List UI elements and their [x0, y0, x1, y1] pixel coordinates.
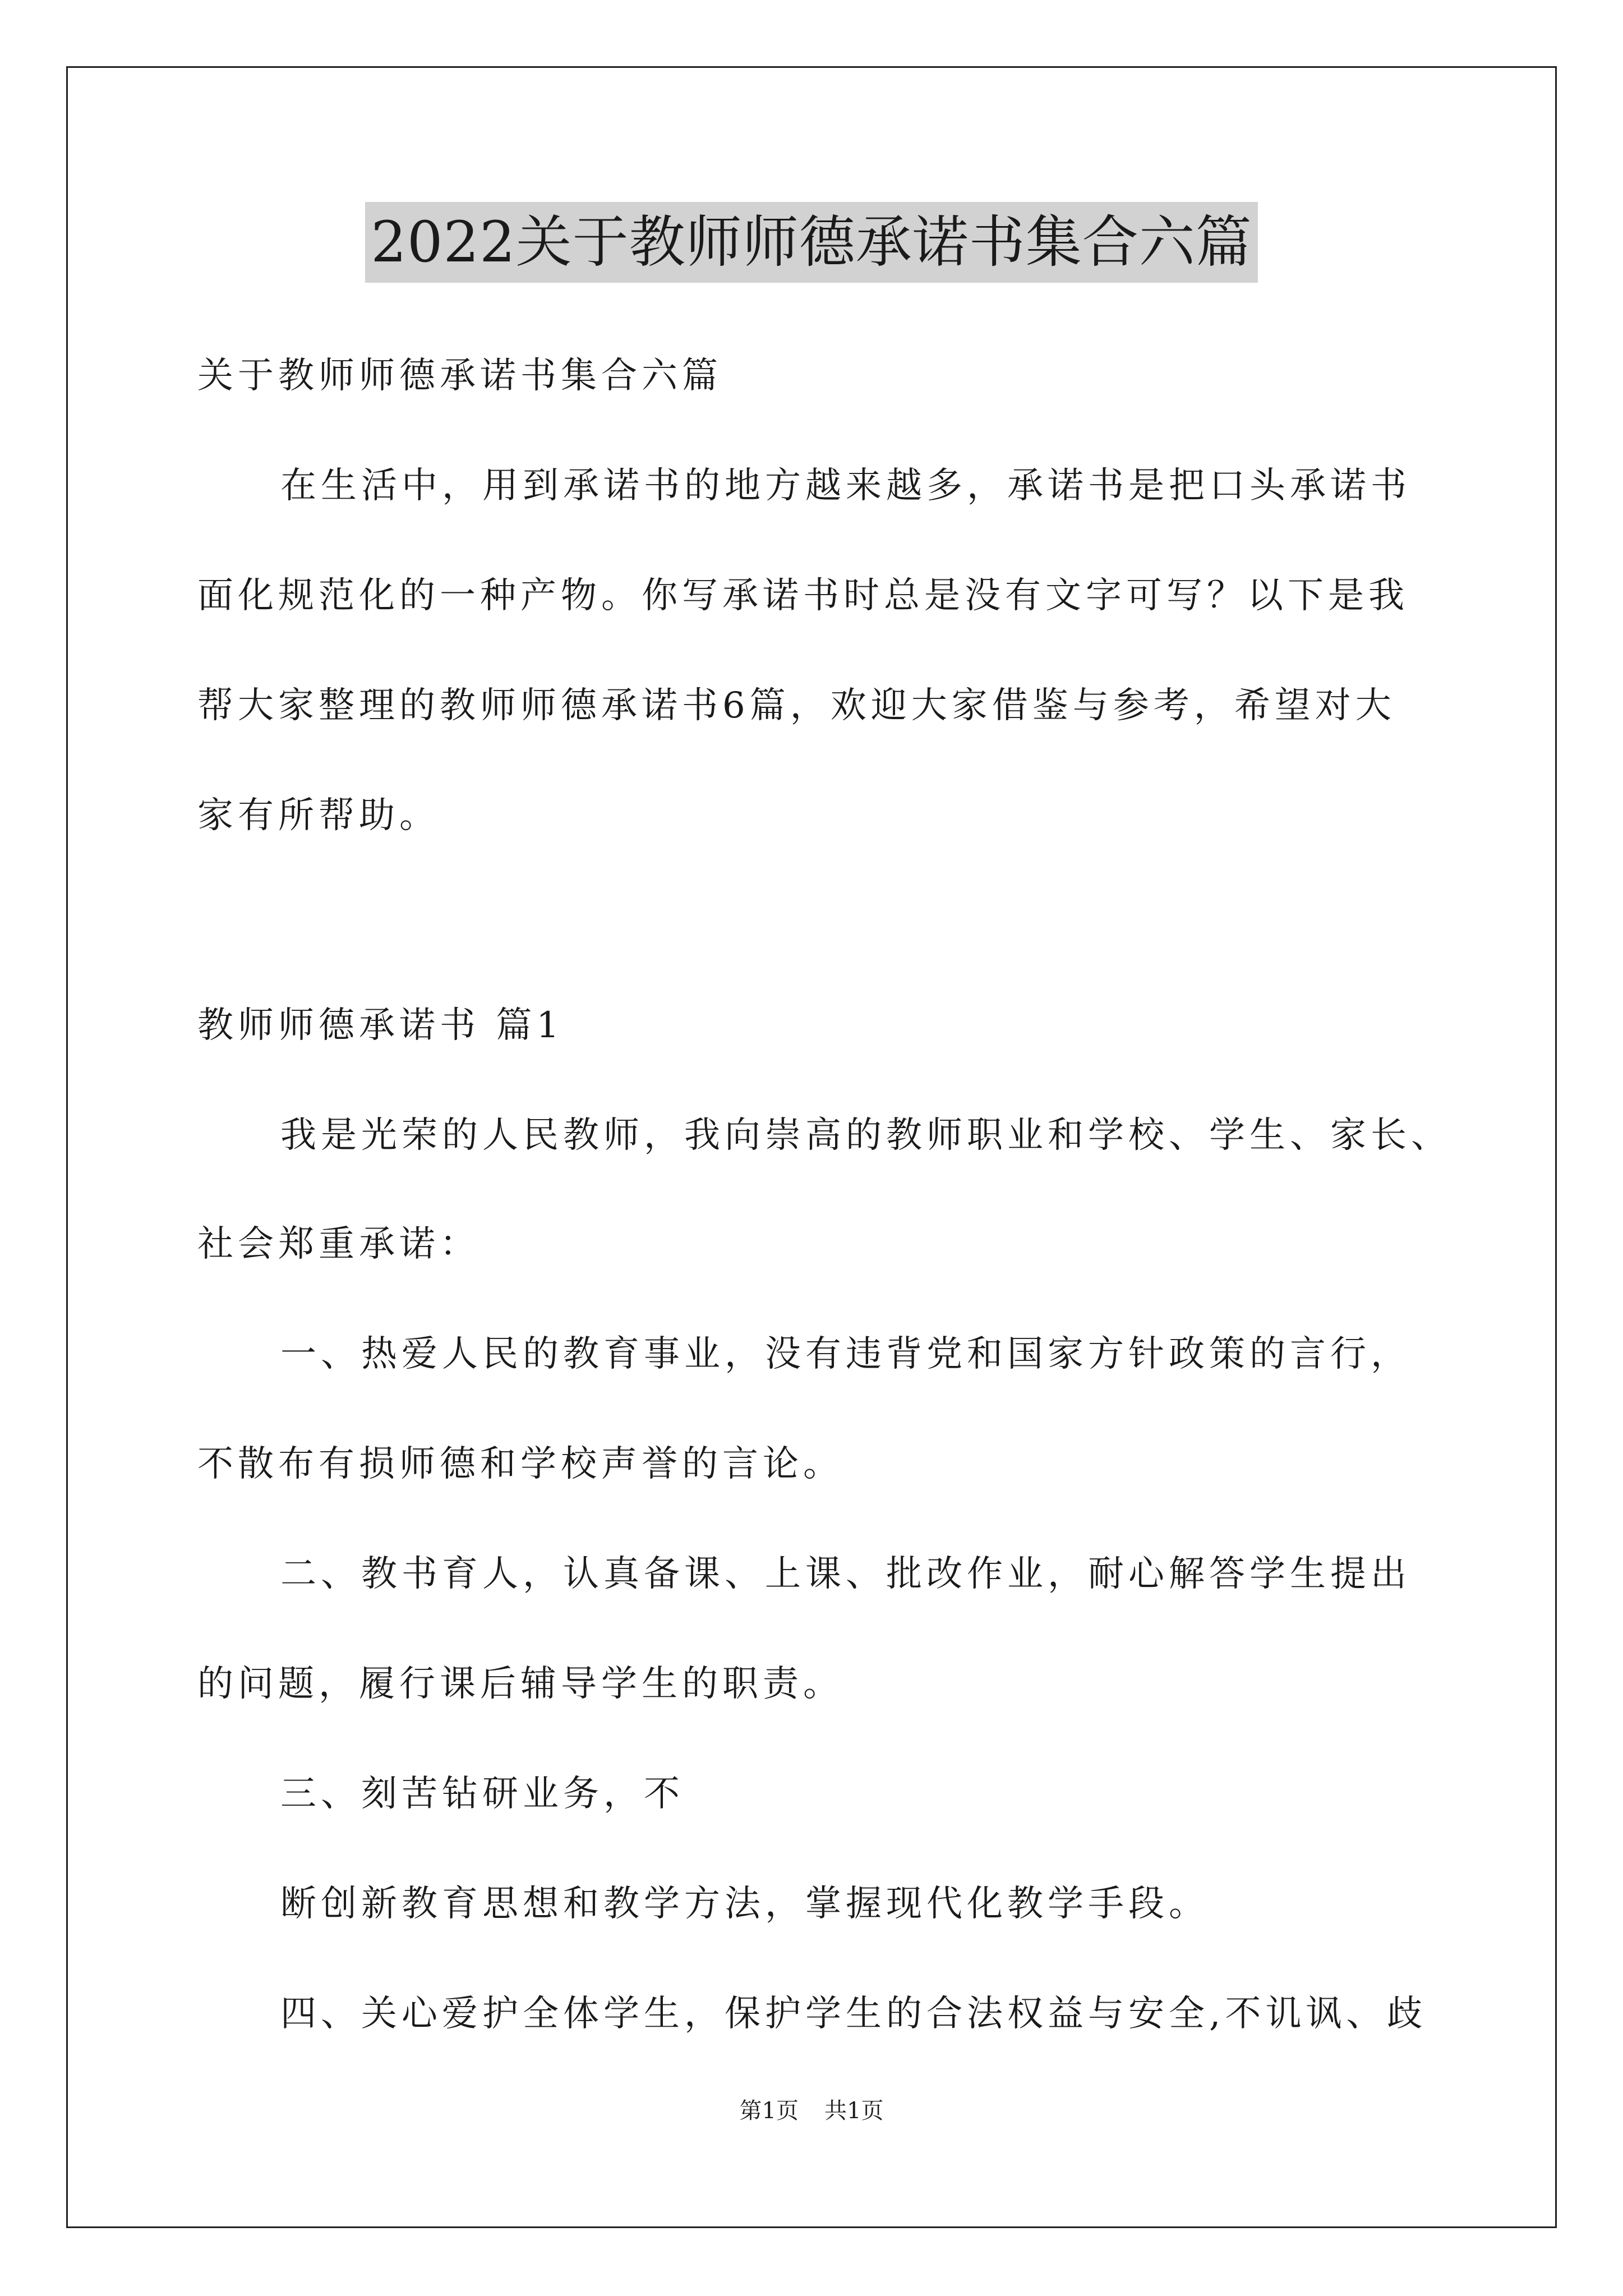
paragraph-line: 在生活中，用到承诺书的地方越来越多，承诺书是把口头承诺书 — [280, 465, 1411, 507]
title-container — [0, 202, 1623, 283]
page-total: 共1页 — [824, 2098, 884, 2124]
page-footer — [0, 2097, 1623, 2125]
paragraph-line: 断创新教育思想和教学方法，掌握现代化教学手段。 — [280, 1883, 1209, 1925]
paragraph-line: 二、教书育人，认真备课、上课、批改作业，耐心解答学生提出 — [280, 1553, 1411, 1595]
paragraph-line: 帮大家整理的教师师德承诺书6篇，欢迎大家借鉴与参考，希望对大 — [197, 685, 1396, 726]
paragraph-line: 不散布有损师德和学校声誉的言论。 — [197, 1443, 843, 1485]
paragraph-line: 三、刻苦钻研业务，不 — [280, 1773, 684, 1815]
paragraph-line: 我是光荣的人民教师，我向崇高的教师职业和学校、学生、家长、 — [280, 1115, 1451, 1156]
paragraph-line: 社会郑重承诺： — [197, 1223, 480, 1265]
paragraph-line: 面化规范化的一种产物。你写承诺书时总是没有文字可写？以下是我 — [197, 575, 1409, 616]
paragraph-line: 家有所帮助。 — [197, 795, 440, 836]
subtitle-line: 关于教师师德承诺书集合六篇 — [197, 355, 722, 397]
paragraph-line: 一、热爱人民的教育事业，没有违背党和国家方针政策的言行， — [280, 1333, 1411, 1375]
document-title: 2022关于教师师德承诺书集合六篇 — [365, 202, 1258, 283]
page-number: 第1页 — [739, 2098, 799, 2124]
paragraph-line: 的问题，履行课后辅导学生的职责。 — [197, 1663, 843, 1705]
section-heading: 教师师德承诺书 篇1 — [197, 1005, 564, 1046]
paragraph-line: 四、关心爱护全体学生，保护学生的合法权益与安全,不讥讽、歧 — [280, 1993, 1427, 2035]
